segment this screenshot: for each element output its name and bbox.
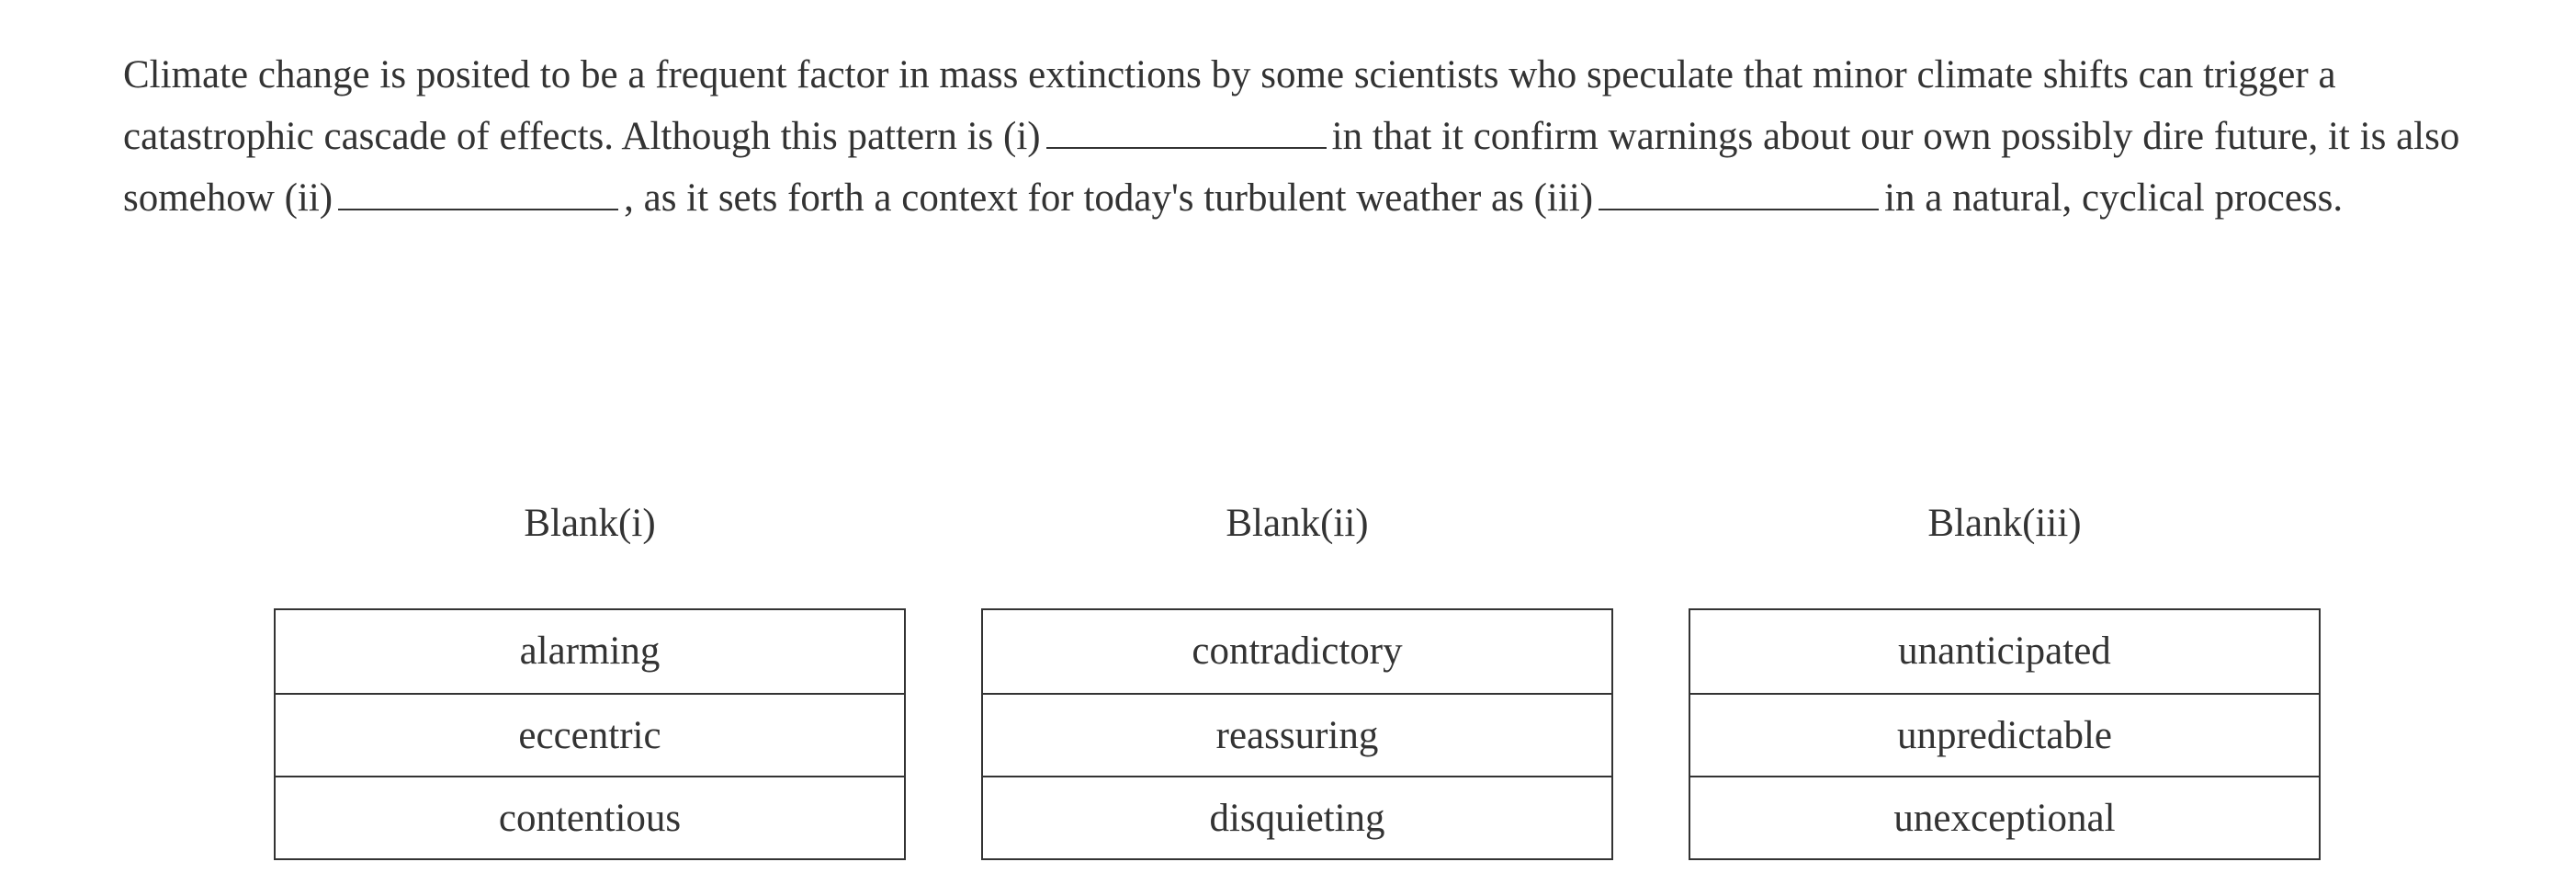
blank-i-options bbox=[274, 608, 906, 860]
blank-iii-label: Blank(iii) bbox=[1927, 502, 2082, 545]
blank-i-label: Blank(i) bbox=[524, 502, 656, 545]
blank-ii-label: Blank(ii) bbox=[1226, 502, 1369, 545]
option-unanticipated[interactable]: unanticipated bbox=[1898, 629, 2111, 673]
blank-iii-options bbox=[1689, 608, 2321, 860]
passage-text-1: Climate change is posited to be a frequent factor in mass extinctions by some scientists who speculate that minor climate shifts can trigger a catastrophic cascade of effects. Although this pattern is (i) bbox=[123, 53, 2336, 158]
option-contentious[interactable]: contentious bbox=[276, 776, 904, 858]
passage-text-2: in that it confirm warnings about our own possibly dire future, it is also somehow (ii) bbox=[123, 115, 2460, 220]
option-disquieting[interactable]: disquieting bbox=[983, 776, 1611, 858]
blank-i-column bbox=[274, 493, 906, 860]
option-alarming[interactable]: alarming bbox=[519, 629, 661, 673]
option-unpredictable[interactable]: unpredictable bbox=[1690, 693, 2319, 776]
option-unexceptional[interactable]: unexceptional bbox=[1690, 776, 2319, 858]
blank-ii-column bbox=[981, 493, 1613, 860]
blank-ii-options bbox=[981, 608, 1613, 860]
blank-iii-column bbox=[1689, 493, 2321, 860]
option-eccentric[interactable]: eccentric bbox=[276, 693, 904, 776]
option-reassuring[interactable]: reassuring bbox=[983, 693, 1611, 776]
passage-text-3: , as it sets forth a context for today's turbulent weather as (iii) bbox=[624, 176, 1594, 220]
passage-text-4: in a natural, cyclical process. bbox=[1884, 176, 2344, 220]
option-contradictory[interactable]: contradictory bbox=[1192, 629, 1403, 673]
